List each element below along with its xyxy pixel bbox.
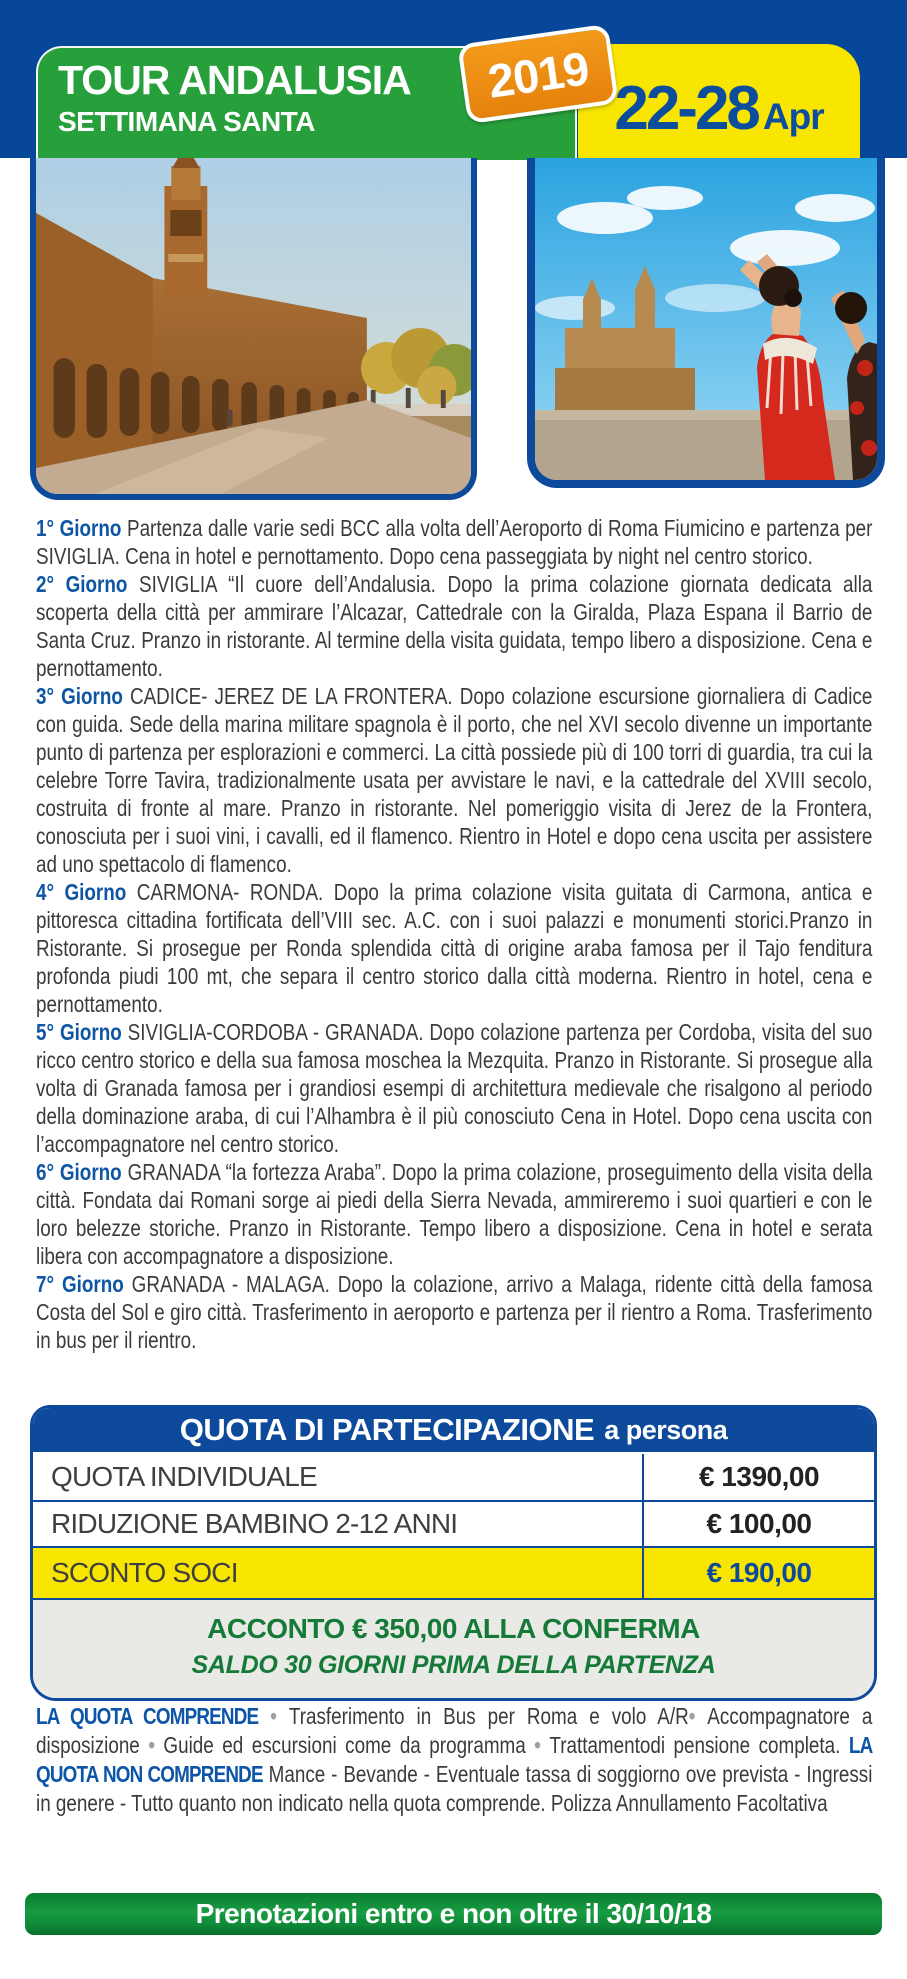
day-paragraph (36, 1018, 872, 1158)
price-row-label: RIDUZIONE BAMBINO 2-12 ANNI (51, 1508, 458, 1539)
quota-segment-text: Trasferimento in Bus per Roma e volo A/R (288, 1703, 689, 1729)
page-title: TOUR ANDALUSIA (58, 57, 411, 103)
quota-segment-text: Accompagnatore a disposizione (36, 1703, 873, 1758)
day-label: 2° Giorno (36, 571, 128, 597)
price-table (30, 1405, 877, 1701)
plaza-espana-photo (30, 158, 477, 500)
day-text: SIVIGLIA-CORDOBA - GRANADA. Dopo colazione partenza per Cordoba, visita del suo ricco centro storico e della sua famosa moschea la Mezquita. Pranzo in Ristorante. Si prosegue alla volta di Granada famosa per i grandiosi esempi di architettura medievale che risalgono al periodo della dominazione araba, di cui l’Alhambra è il più conosciuto Cena in Hotel. Dopo cena uscita con l’accompagnatore nel centro storico. (36, 1019, 873, 1157)
deposit-section (33, 1598, 874, 1698)
day-label: 6° Giorno (36, 1159, 122, 1185)
day-label: 7° Giorno (36, 1271, 124, 1297)
quota-segment-bullet: • (258, 1703, 289, 1729)
day-text: SIVIGLIA “Il cuore dell’Andalusia. Dopo la prima colazione giornata dedicata alla scoperta della città per ammirare l’Alcazar, Cattedrale con la Giralda, Plaza Espana il Barrio de Santa Cruz. Pranzo in ristorante. Al termine della visita guidata, tempo libero a disposizione. Cena e pernottamento. (36, 571, 873, 681)
quota-segment-text: Mance - Bevande - Eventuale tassa di soggiorno ove prevista - Ingressi in genere - Tutto quanto non indicato nella quota comprende. Polizza Annullamento Facoltativa (36, 1761, 873, 1816)
year-badge-text: 2019 (484, 40, 592, 108)
booking-banner-text: Prenotazioni entro e non oltre il 30/10/18 (195, 1898, 712, 1929)
day-paragraph (36, 1158, 872, 1270)
date-month: Apr (762, 96, 824, 137)
date-range: 22-28 (614, 74, 758, 143)
quota-segment-text: Trattamentodi pensione completa. (549, 1732, 849, 1758)
quota-segment-bullet: • (534, 1732, 550, 1758)
price-row-value: € 190,00 (642, 1548, 874, 1598)
flamenco-photo-illustration (535, 158, 877, 480)
price-row-value: € 100,00 (642, 1502, 874, 1546)
price-row-value: € 1390,00 (642, 1454, 874, 1500)
quota-segment-label: LA QUOTA NON COMPRENDE (36, 1732, 873, 1787)
price-row (33, 1454, 874, 1500)
day-text: GRANADA - MALAGA. Dopo la colazione, arrivo a Malaga, ridente città della famosa Costa del Sol e giro città. Trasferimento in aeroporto e partenza per il rientro a Roma. Trasferimento in bus per il rientro. (36, 1271, 873, 1353)
balance-line: SALDO 30 GIORNI PRIMA DELLA PARTENZA (191, 1651, 716, 1679)
plaza-espana-photo-illustration (36, 158, 471, 494)
day-label: 3° Giorno (36, 683, 123, 709)
booking-banner (25, 1893, 882, 1935)
quota-segment-bullet: • (688, 1703, 708, 1729)
day-paragraph (36, 1270, 872, 1354)
day-paragraph (36, 682, 872, 878)
day-paragraph (36, 878, 872, 1018)
price-row-label: QUOTA INDIVIDUALE (51, 1461, 317, 1492)
quota-segment-label: LA QUOTA COMPRENDE (36, 1703, 259, 1729)
quota-segment-text: Guide ed escursioni come da programma (163, 1732, 535, 1758)
day-label: 4° Giorno (36, 879, 127, 905)
day-text: GRANADA “la fortezza Araba”. Dopo la prima colazione, proseguimento della visita della città. Fondata dai Romani sorge ai piedi della Sierra Nevada, ammireremo i suoi quartieri e con le loro belezze storiche. Pranzo in Ristorante. Tempo libero a disposizione. Cena in hotel e serata libera con accompagnatore a disposizione. (36, 1159, 873, 1269)
date-box (578, 44, 860, 158)
price-table-header (33, 1408, 874, 1454)
price-table-title: QUOTA DI PARTECIPAZIONE (179, 1412, 595, 1447)
day-label: 1° Giorno (36, 515, 122, 541)
day-text: CADICE- JEREZ DE LA FRONTERA. Dopo colazione escursione giornaliera di Cadice con guida. Sede della marina militare spagnola è il porto, che nel XVI secolo divenne un importante punto di partenza per esplorazioni e commerci. La città possiede più di 100 torri di guardia, tra cui la celebre Torre Tavira, tradizionalmente usata per avvistare le navi, e la cattedrale del XVIII secolo, costruita di fronte al mare. Pranzo in ristorante. Nel pomeriggio visita di Jerez de la Frontera, conosciuta per i suoi vini, i cavalli, ed il flamenco. Rientro in Hotel e dopo cena uscita per assistere ad uno spettacolo di flamenco. (36, 683, 873, 877)
day-paragraph (36, 570, 872, 682)
price-row-label: SCONTO SOCI (51, 1557, 238, 1588)
price-table-title-suffix: a persona (604, 1414, 728, 1445)
day-text: CARMONA- RONDA. Dopo la prima colazione visita guitata di Carmona, antica e pittoresca cittadina fortificata dell’VIII sec. A.C. con i suoi palazzi e monumenti storici.Pranzo in Ristorante. Si prosegue per Ronda splendida città di origine araba famosa per il Tajo fenditura profonda piudi 100 mt, che separa il centro storico dalla città moderna. Rientro in hotel, cena e pernottamento. (36, 879, 873, 1017)
deposit-line: ACCONTO € 350,00 ALLA CONFERMA (207, 1613, 700, 1644)
quota-segment-bullet: • (148, 1732, 164, 1758)
day-paragraph (36, 514, 872, 570)
flamenco-photo (527, 158, 885, 488)
quota-paragraph (36, 1702, 872, 1818)
price-table-rows (33, 1454, 874, 1598)
itinerary (36, 514, 872, 1354)
day-label: 5° Giorno (36, 1019, 122, 1045)
page-subtitle: SETTIMANA SANTA (58, 106, 315, 137)
price-row (33, 1546, 874, 1598)
day-text: Partenza dalle varie sedi BCC alla volta dell’Aeroporto di Roma Fiumicino e partenza per SIVIGLIA. Cena in hotel e pernottamento. Dopo cena passeggiata by night nel centro storico. (36, 515, 873, 569)
price-row (33, 1500, 874, 1546)
